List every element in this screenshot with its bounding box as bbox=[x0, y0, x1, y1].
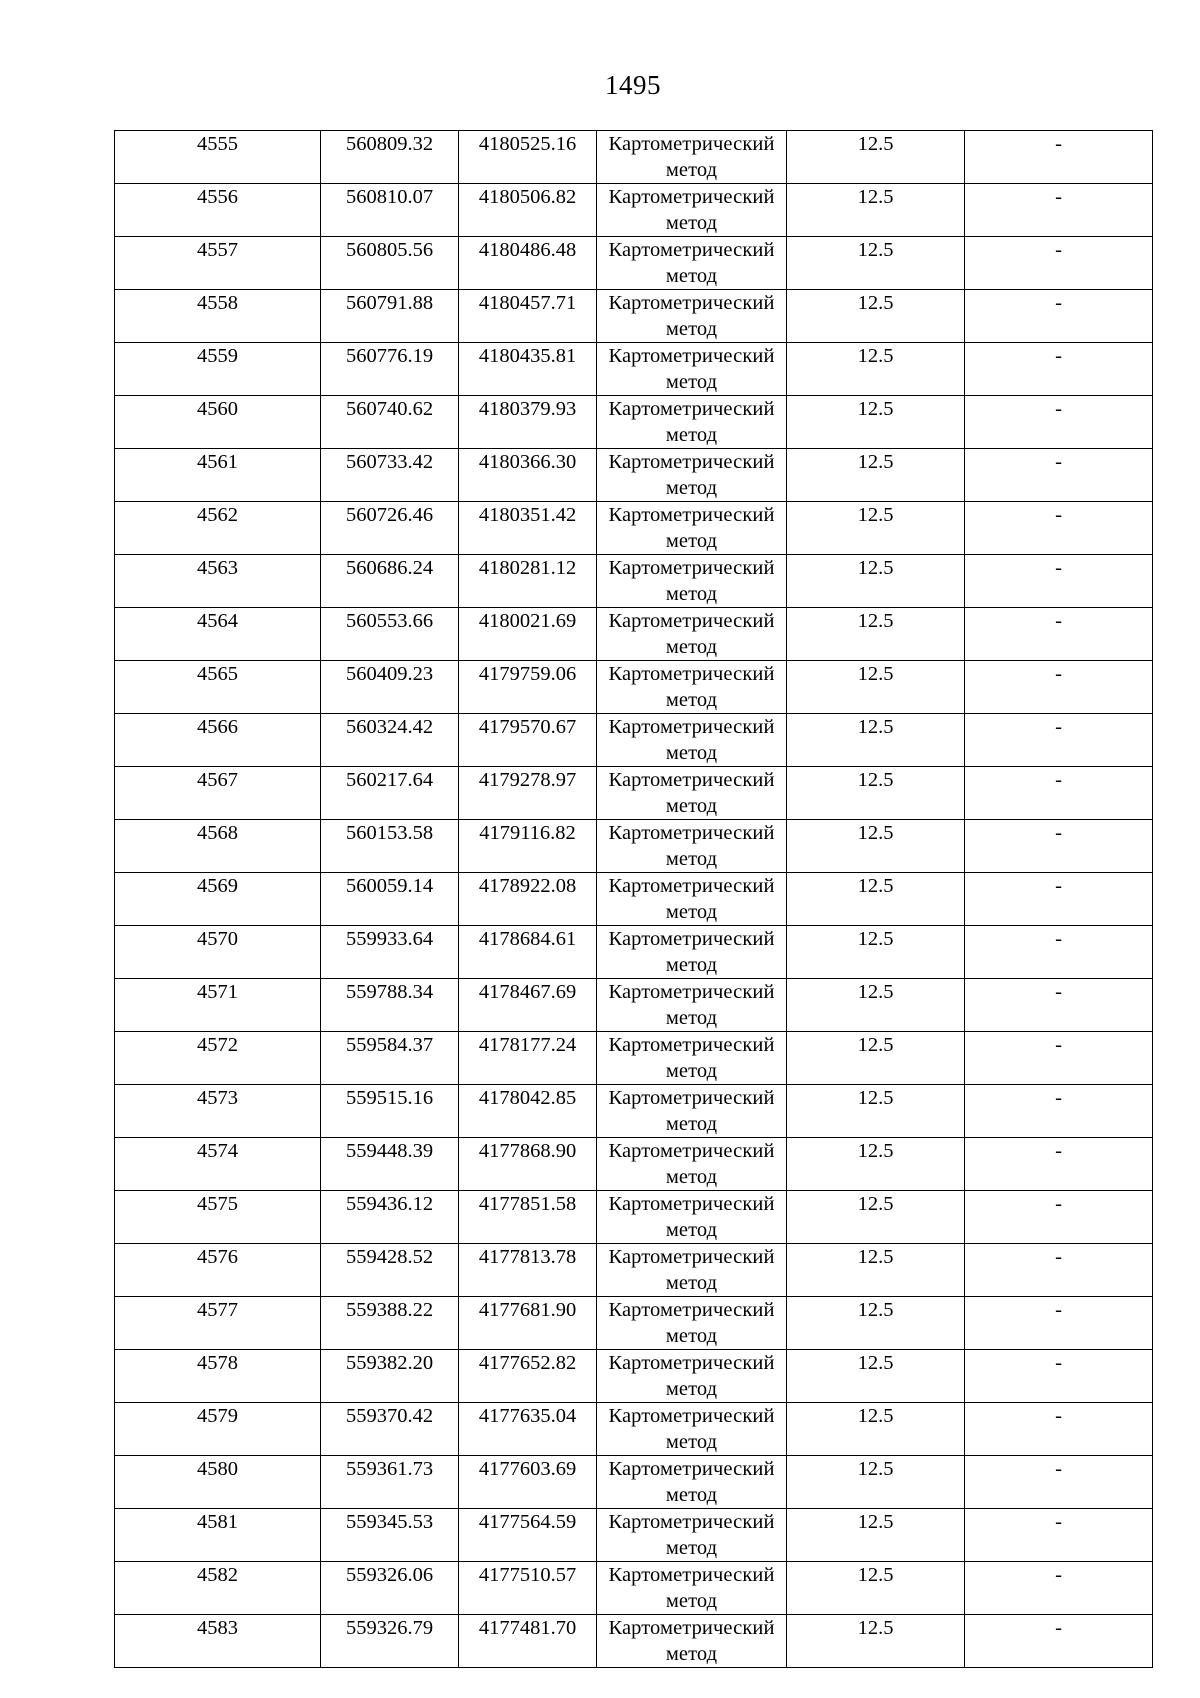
method-line-2: метод bbox=[665, 212, 718, 234]
table-row bbox=[115, 1085, 1153, 1138]
description-cell: - bbox=[965, 1615, 1153, 1668]
method-line-1: Картометрический bbox=[608, 133, 775, 155]
x-coordinate-cell: 560791.88 bbox=[321, 290, 459, 343]
method-line-2: метод bbox=[665, 1060, 718, 1082]
method-line-1: Картометрический bbox=[608, 822, 775, 844]
method-line-2: метод bbox=[665, 1484, 718, 1506]
method-line-2: метод bbox=[665, 318, 718, 340]
method-line-1: Картометрический bbox=[608, 981, 775, 1003]
table-row bbox=[115, 714, 1153, 767]
point-number-cell: 4573 bbox=[115, 1085, 321, 1138]
method-line-1: Картометрический bbox=[608, 610, 775, 632]
y-coordinate-cell: 4177681.90 bbox=[459, 1297, 597, 1350]
x-coordinate-cell: 559382.20 bbox=[321, 1350, 459, 1403]
y-coordinate-cell: 4180351.42 bbox=[459, 502, 597, 555]
table-row bbox=[115, 767, 1153, 820]
x-coordinate-cell: 559326.79 bbox=[321, 1615, 459, 1668]
accuracy-cell: 12.5 bbox=[787, 1350, 965, 1403]
method-cell bbox=[597, 290, 787, 343]
y-coordinate-cell: 4178467.69 bbox=[459, 979, 597, 1032]
accuracy-cell: 12.5 bbox=[787, 343, 965, 396]
y-coordinate-cell: 4180506.82 bbox=[459, 184, 597, 237]
table-row bbox=[115, 820, 1153, 873]
coordinates-table bbox=[114, 130, 1153, 1668]
method-line-2: метод bbox=[665, 689, 718, 711]
method-line-2: метод bbox=[665, 1113, 718, 1135]
method-line-1: Картометрический bbox=[608, 1458, 775, 1480]
point-number-cell: 4556 bbox=[115, 184, 321, 237]
y-coordinate-cell: 4179570.67 bbox=[459, 714, 597, 767]
point-number-cell: 4572 bbox=[115, 1032, 321, 1085]
description-cell: - bbox=[965, 343, 1153, 396]
table-row bbox=[115, 449, 1153, 502]
table-row bbox=[115, 1350, 1153, 1403]
method-line-2: метод bbox=[665, 1219, 718, 1241]
y-coordinate-cell: 4178922.08 bbox=[459, 873, 597, 926]
method-line-2: метод bbox=[665, 1431, 718, 1453]
method-line-1: Картометрический bbox=[608, 928, 775, 950]
description-cell: - bbox=[965, 926, 1153, 979]
description-cell: - bbox=[965, 396, 1153, 449]
point-number-cell: 4560 bbox=[115, 396, 321, 449]
accuracy-cell: 12.5 bbox=[787, 1244, 965, 1297]
point-number-cell: 4561 bbox=[115, 449, 321, 502]
description-cell: - bbox=[965, 820, 1153, 873]
method-cell bbox=[597, 1509, 787, 1562]
point-number-cell: 4559 bbox=[115, 343, 321, 396]
y-coordinate-cell: 4179759.06 bbox=[459, 661, 597, 714]
method-line-1: Картометрический bbox=[608, 1299, 775, 1321]
point-number-cell: 4569 bbox=[115, 873, 321, 926]
x-coordinate-cell: 559326.06 bbox=[321, 1562, 459, 1615]
y-coordinate-cell: 4177510.57 bbox=[459, 1562, 597, 1615]
method-cell bbox=[597, 661, 787, 714]
x-coordinate-cell: 560726.46 bbox=[321, 502, 459, 555]
method-line-2: метод bbox=[665, 265, 718, 287]
accuracy-cell: 12.5 bbox=[787, 767, 965, 820]
x-coordinate-cell: 560810.07 bbox=[321, 184, 459, 237]
point-number-cell: 4564 bbox=[115, 608, 321, 661]
y-coordinate-cell: 4180457.71 bbox=[459, 290, 597, 343]
y-coordinate-cell: 4180021.69 bbox=[459, 608, 597, 661]
point-number-cell: 4571 bbox=[115, 979, 321, 1032]
method-line-1: Картометрический bbox=[608, 1352, 775, 1374]
description-cell: - bbox=[965, 1562, 1153, 1615]
x-coordinate-cell: 559388.22 bbox=[321, 1297, 459, 1350]
accuracy-cell: 12.5 bbox=[787, 1191, 965, 1244]
method-cell bbox=[597, 1456, 787, 1509]
description-cell: - bbox=[965, 290, 1153, 343]
method-cell bbox=[597, 449, 787, 502]
description-cell: - bbox=[965, 502, 1153, 555]
y-coordinate-cell: 4180486.48 bbox=[459, 237, 597, 290]
description-cell: - bbox=[965, 184, 1153, 237]
method-line-1: Картометрический bbox=[608, 1405, 775, 1427]
table-row bbox=[115, 1456, 1153, 1509]
x-coordinate-cell: 560153.58 bbox=[321, 820, 459, 873]
method-line-1: Картометрический bbox=[608, 769, 775, 791]
method-cell bbox=[597, 1032, 787, 1085]
x-coordinate-cell: 560733.42 bbox=[321, 449, 459, 502]
description-cell: - bbox=[965, 1085, 1153, 1138]
method-line-2: метод bbox=[665, 636, 718, 658]
method-line-2: метод bbox=[665, 371, 718, 393]
accuracy-cell: 12.5 bbox=[787, 661, 965, 714]
y-coordinate-cell: 4180379.93 bbox=[459, 396, 597, 449]
method-line-2: метод bbox=[665, 530, 718, 552]
method-cell bbox=[597, 555, 787, 608]
x-coordinate-cell: 560553.66 bbox=[321, 608, 459, 661]
x-coordinate-cell: 559436.12 bbox=[321, 1191, 459, 1244]
table-row bbox=[115, 1403, 1153, 1456]
table-row bbox=[115, 555, 1153, 608]
method-cell bbox=[597, 1297, 787, 1350]
table-row bbox=[115, 396, 1153, 449]
description-cell: - bbox=[965, 237, 1153, 290]
table-row bbox=[115, 1615, 1153, 1668]
accuracy-cell: 12.5 bbox=[787, 1456, 965, 1509]
method-line-1: Картометрический bbox=[608, 1564, 775, 1586]
table-row bbox=[115, 1297, 1153, 1350]
y-coordinate-cell: 4177868.90 bbox=[459, 1138, 597, 1191]
x-coordinate-cell: 560740.62 bbox=[321, 396, 459, 449]
point-number-cell: 4576 bbox=[115, 1244, 321, 1297]
method-line-2: метод bbox=[665, 848, 718, 870]
method-line-1: Картометрический bbox=[608, 345, 775, 367]
table-row bbox=[115, 184, 1153, 237]
y-coordinate-cell: 4179278.97 bbox=[459, 767, 597, 820]
method-line-1: Картометрический bbox=[608, 557, 775, 579]
x-coordinate-cell: 559515.16 bbox=[321, 1085, 459, 1138]
method-cell bbox=[597, 131, 787, 184]
point-number-cell: 4579 bbox=[115, 1403, 321, 1456]
method-cell bbox=[597, 237, 787, 290]
x-coordinate-cell: 559345.53 bbox=[321, 1509, 459, 1562]
coordinates-table-body bbox=[115, 131, 1153, 1668]
accuracy-cell: 12.5 bbox=[787, 1509, 965, 1562]
y-coordinate-cell: 4178177.24 bbox=[459, 1032, 597, 1085]
y-coordinate-cell: 4177603.69 bbox=[459, 1456, 597, 1509]
x-coordinate-cell: 560409.23 bbox=[321, 661, 459, 714]
accuracy-cell: 12.5 bbox=[787, 1032, 965, 1085]
accuracy-cell: 12.5 bbox=[787, 396, 965, 449]
method-line-2: метод bbox=[665, 795, 718, 817]
method-cell bbox=[597, 1403, 787, 1456]
method-line-1: Картометрический bbox=[608, 186, 775, 208]
point-number-cell: 4567 bbox=[115, 767, 321, 820]
description-cell: - bbox=[965, 1350, 1153, 1403]
accuracy-cell: 12.5 bbox=[787, 1615, 965, 1668]
method-line-2: метод bbox=[665, 901, 718, 923]
method-cell bbox=[597, 343, 787, 396]
method-cell bbox=[597, 1085, 787, 1138]
point-number-cell: 4577 bbox=[115, 1297, 321, 1350]
method-line-2: метод bbox=[665, 477, 718, 499]
method-line-1: Картометрический bbox=[608, 292, 775, 314]
x-coordinate-cell: 560324.42 bbox=[321, 714, 459, 767]
method-line-1: Картометрический bbox=[608, 716, 775, 738]
y-coordinate-cell: 4177813.78 bbox=[459, 1244, 597, 1297]
point-number-cell: 4574 bbox=[115, 1138, 321, 1191]
description-cell: - bbox=[965, 1138, 1153, 1191]
description-cell: - bbox=[965, 131, 1153, 184]
point-number-cell: 4581 bbox=[115, 1509, 321, 1562]
description-cell: - bbox=[965, 1456, 1153, 1509]
method-cell bbox=[597, 1350, 787, 1403]
method-cell bbox=[597, 926, 787, 979]
method-cell bbox=[597, 873, 787, 926]
method-cell bbox=[597, 1615, 787, 1668]
x-coordinate-cell: 560059.14 bbox=[321, 873, 459, 926]
accuracy-cell: 12.5 bbox=[787, 979, 965, 1032]
method-line-2: метод bbox=[665, 1537, 718, 1559]
page-number: 1495 bbox=[605, 70, 661, 100]
y-coordinate-cell: 4177564.59 bbox=[459, 1509, 597, 1562]
accuracy-cell: 12.5 bbox=[787, 820, 965, 873]
description-cell: - bbox=[965, 873, 1153, 926]
x-coordinate-cell: 560686.24 bbox=[321, 555, 459, 608]
method-cell bbox=[597, 396, 787, 449]
method-line-1: Картометрический bbox=[608, 504, 775, 526]
accuracy-cell: 12.5 bbox=[787, 1138, 965, 1191]
method-line-2: метод bbox=[665, 1007, 718, 1029]
method-cell bbox=[597, 608, 787, 661]
method-cell bbox=[597, 184, 787, 237]
table-row bbox=[115, 1138, 1153, 1191]
method-cell bbox=[597, 820, 787, 873]
x-coordinate-cell: 560809.32 bbox=[321, 131, 459, 184]
method-cell bbox=[597, 979, 787, 1032]
method-cell bbox=[597, 1562, 787, 1615]
method-line-2: метод bbox=[665, 1166, 718, 1188]
description-cell: - bbox=[965, 714, 1153, 767]
method-line-2: метод bbox=[665, 954, 718, 976]
point-number-cell: 4566 bbox=[115, 714, 321, 767]
table-row bbox=[115, 926, 1153, 979]
description-cell: - bbox=[965, 608, 1153, 661]
table-row bbox=[115, 979, 1153, 1032]
description-cell: - bbox=[965, 1244, 1153, 1297]
x-coordinate-cell: 559788.34 bbox=[321, 979, 459, 1032]
point-number-cell: 4575 bbox=[115, 1191, 321, 1244]
x-coordinate-cell: 560776.19 bbox=[321, 343, 459, 396]
accuracy-cell: 12.5 bbox=[787, 131, 965, 184]
y-coordinate-cell: 4179116.82 bbox=[459, 820, 597, 873]
method-cell bbox=[597, 1244, 787, 1297]
table-row bbox=[115, 131, 1153, 184]
method-line-1: Картометрический bbox=[608, 1140, 775, 1162]
accuracy-cell: 12.5 bbox=[787, 1297, 965, 1350]
method-cell bbox=[597, 1138, 787, 1191]
method-line-1: Картометрический bbox=[608, 663, 775, 685]
accuracy-cell: 12.5 bbox=[787, 926, 965, 979]
method-cell bbox=[597, 502, 787, 555]
method-line-1: Картометрический bbox=[608, 1034, 775, 1056]
method-line-2: метод bbox=[665, 1325, 718, 1347]
method-line-1: Картометрический bbox=[608, 1193, 775, 1215]
accuracy-cell: 12.5 bbox=[787, 1562, 965, 1615]
description-cell: - bbox=[965, 555, 1153, 608]
table-row bbox=[115, 1244, 1153, 1297]
x-coordinate-cell: 559584.37 bbox=[321, 1032, 459, 1085]
point-number-cell: 4557 bbox=[115, 237, 321, 290]
y-coordinate-cell: 4178042.85 bbox=[459, 1085, 597, 1138]
description-cell: - bbox=[965, 1403, 1153, 1456]
point-number-cell: 4570 bbox=[115, 926, 321, 979]
method-cell bbox=[597, 767, 787, 820]
description-cell: - bbox=[965, 661, 1153, 714]
table-row bbox=[115, 873, 1153, 926]
method-line-2: метод bbox=[665, 1272, 718, 1294]
accuracy-cell: 12.5 bbox=[787, 608, 965, 661]
description-cell: - bbox=[965, 1297, 1153, 1350]
accuracy-cell: 12.5 bbox=[787, 290, 965, 343]
point-number-cell: 4580 bbox=[115, 1456, 321, 1509]
x-coordinate-cell: 560217.64 bbox=[321, 767, 459, 820]
point-number-cell: 4582 bbox=[115, 1562, 321, 1615]
table-row bbox=[115, 1509, 1153, 1562]
y-coordinate-cell: 4177635.04 bbox=[459, 1403, 597, 1456]
accuracy-cell: 12.5 bbox=[787, 555, 965, 608]
point-number-cell: 4558 bbox=[115, 290, 321, 343]
y-coordinate-cell: 4177652.82 bbox=[459, 1350, 597, 1403]
method-cell bbox=[597, 714, 787, 767]
method-line-2: метод bbox=[665, 583, 718, 605]
method-line-2: метод bbox=[665, 424, 718, 446]
accuracy-cell: 12.5 bbox=[787, 873, 965, 926]
method-line-2: метод bbox=[665, 1643, 718, 1665]
accuracy-cell: 12.5 bbox=[787, 237, 965, 290]
description-cell: - bbox=[965, 1032, 1153, 1085]
description-cell: - bbox=[965, 979, 1153, 1032]
y-coordinate-cell: 4178684.61 bbox=[459, 926, 597, 979]
point-number-cell: 4562 bbox=[115, 502, 321, 555]
accuracy-cell: 12.5 bbox=[787, 449, 965, 502]
y-coordinate-cell: 4180366.30 bbox=[459, 449, 597, 502]
y-coordinate-cell: 4177851.58 bbox=[459, 1191, 597, 1244]
method-line-1: Картометрический bbox=[608, 239, 775, 261]
method-line-1: Картометрический bbox=[608, 1087, 775, 1109]
accuracy-cell: 12.5 bbox=[787, 502, 965, 555]
y-coordinate-cell: 4177481.70 bbox=[459, 1615, 597, 1668]
description-cell: - bbox=[965, 449, 1153, 502]
x-coordinate-cell: 559370.42 bbox=[321, 1403, 459, 1456]
method-line-1: Картометрический bbox=[608, 1511, 775, 1533]
point-number-cell: 4583 bbox=[115, 1615, 321, 1668]
table-row bbox=[115, 1191, 1153, 1244]
table-row bbox=[115, 1562, 1153, 1615]
method-line-2: метод bbox=[665, 1378, 718, 1400]
table-row bbox=[115, 502, 1153, 555]
description-cell: - bbox=[965, 1191, 1153, 1244]
accuracy-cell: 12.5 bbox=[787, 184, 965, 237]
accuracy-cell: 12.5 bbox=[787, 1403, 965, 1456]
table-row bbox=[115, 608, 1153, 661]
point-number-cell: 4565 bbox=[115, 661, 321, 714]
method-line-1: Картометрический bbox=[608, 875, 775, 897]
x-coordinate-cell: 560805.56 bbox=[321, 237, 459, 290]
description-cell: - bbox=[965, 1509, 1153, 1562]
method-line-1: Картометрический bbox=[608, 1246, 775, 1268]
method-cell bbox=[597, 1191, 787, 1244]
accuracy-cell: 12.5 bbox=[787, 1085, 965, 1138]
x-coordinate-cell: 559428.52 bbox=[321, 1244, 459, 1297]
point-number-cell: 4563 bbox=[115, 555, 321, 608]
y-coordinate-cell: 4180525.16 bbox=[459, 131, 597, 184]
table-row bbox=[115, 1032, 1153, 1085]
point-number-cell: 4578 bbox=[115, 1350, 321, 1403]
method-line-1: Картометрический bbox=[608, 398, 775, 420]
point-number-cell: 4555 bbox=[115, 131, 321, 184]
table-row bbox=[115, 290, 1153, 343]
x-coordinate-cell: 559361.73 bbox=[321, 1456, 459, 1509]
method-line-2: метод bbox=[665, 1590, 718, 1612]
y-coordinate-cell: 4180435.81 bbox=[459, 343, 597, 396]
description-cell: - bbox=[965, 767, 1153, 820]
table-row bbox=[115, 661, 1153, 714]
x-coordinate-cell: 559448.39 bbox=[321, 1138, 459, 1191]
method-line-1: Картометрический bbox=[608, 1617, 775, 1639]
method-line-2: метод bbox=[665, 159, 718, 181]
table-row bbox=[115, 343, 1153, 396]
y-coordinate-cell: 4180281.12 bbox=[459, 555, 597, 608]
method-line-2: метод bbox=[665, 742, 718, 764]
accuracy-cell: 12.5 bbox=[787, 714, 965, 767]
point-number-cell: 4568 bbox=[115, 820, 321, 873]
x-coordinate-cell: 559933.64 bbox=[321, 926, 459, 979]
table-row bbox=[115, 237, 1153, 290]
method-line-1: Картометрический bbox=[608, 451, 775, 473]
